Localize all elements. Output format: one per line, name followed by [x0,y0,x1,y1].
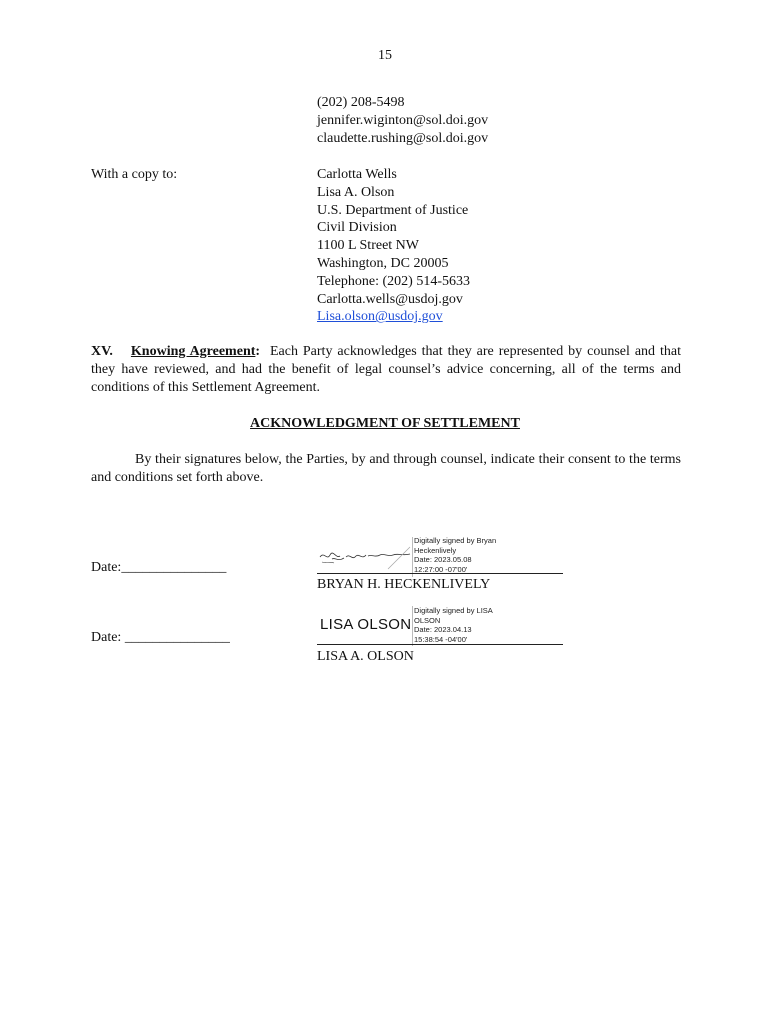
section-text: Each Party acknowledges that they are represented by counsel and that they have reviewed, and had the benefit of legal counsel’s advice concerning, all of the terms and conditions of this Settlement Agreement. [91,344,681,395]
lisa-digital-signature-stamp [414,606,493,644]
bryan-stamp-line-4: 12:27:00 -07'00' [414,564,468,574]
lisa-stamp-line-2: OLSON [414,615,441,625]
bryan-signature-image [318,543,412,571]
copy-to-division: Civil Division [317,220,397,236]
copy-to-name-1: Carlotta Wells [317,167,397,182]
copy-to-block [317,166,470,326]
recipient-email-1: jennifer.wiginton@sol.doi.gov [317,112,489,128]
signature-divider-1 [412,537,413,577]
recipient-email-2: claudette.rushing@sol.doi.gov [317,130,489,146]
bryan-stamp-line-2: Heckenlively [414,545,457,555]
copy-to-telephone: Telephone: (202) 514-5633 [317,273,470,289]
page-number: 15 [378,48,392,63]
acknowledgment-heading: ACKNOWLEDGMENT OF SETTLEMENT [250,416,520,431]
copy-to-label: With a copy to: [91,167,178,182]
bryan-digital-signature-stamp [414,536,496,574]
section-heading: Knowing Agreement [130,344,256,359]
lisa-signature-text: LISA OLSON [320,616,412,633]
signature-line-1 [317,573,563,574]
bryan-stamp-line-3: Date: 2023.05.08 [414,555,472,564]
signature-divider-2 [412,606,413,646]
signer-name-1: BRYAN H. HECKENLIVELY [317,577,491,592]
acknowledgment-text: By their signatures below, the Parties, by and through counsel, indicate their consent to the terms and conditions set forth above. [91,452,681,485]
copy-to-email: Carlotta.wells@usdoj.gov [317,291,463,307]
copy-to-city: Washington, DC 20005 [317,255,449,271]
lisa-stamp-line-1: Digitally signed by LISA [414,606,493,615]
copy-to-street: 1100 L Street NW [317,238,419,254]
date-field-1[interactable]: Date:_______________ [91,560,227,575]
signer-name-2: LISA A. OLSON [317,649,414,664]
lisa-stamp-line-3: Date: 2023.04.13 [414,625,472,634]
date-field-2[interactable]: Date: _______________ [91,630,230,645]
copy-to-name-2: Lisa A. Olson [317,184,395,200]
copy-to-email-link[interactable]: Lisa.olson@usdoj.gov [317,309,443,325]
bryan-stamp-line-1: Digitally signed by Bryan [414,536,497,545]
recipient-phone: (202) 208-5498 [317,95,405,110]
recipient-contact-block [317,94,488,147]
section-number: XV. [91,344,113,359]
copy-to-department: U.S. Department of Justice [317,202,469,218]
signature-line-2 [317,644,563,645]
section-heading-colon: : [255,344,261,359]
lisa-stamp-line-4: 15:38:54 -04'00' [414,634,468,644]
section-xv-paragraph [91,343,681,396]
